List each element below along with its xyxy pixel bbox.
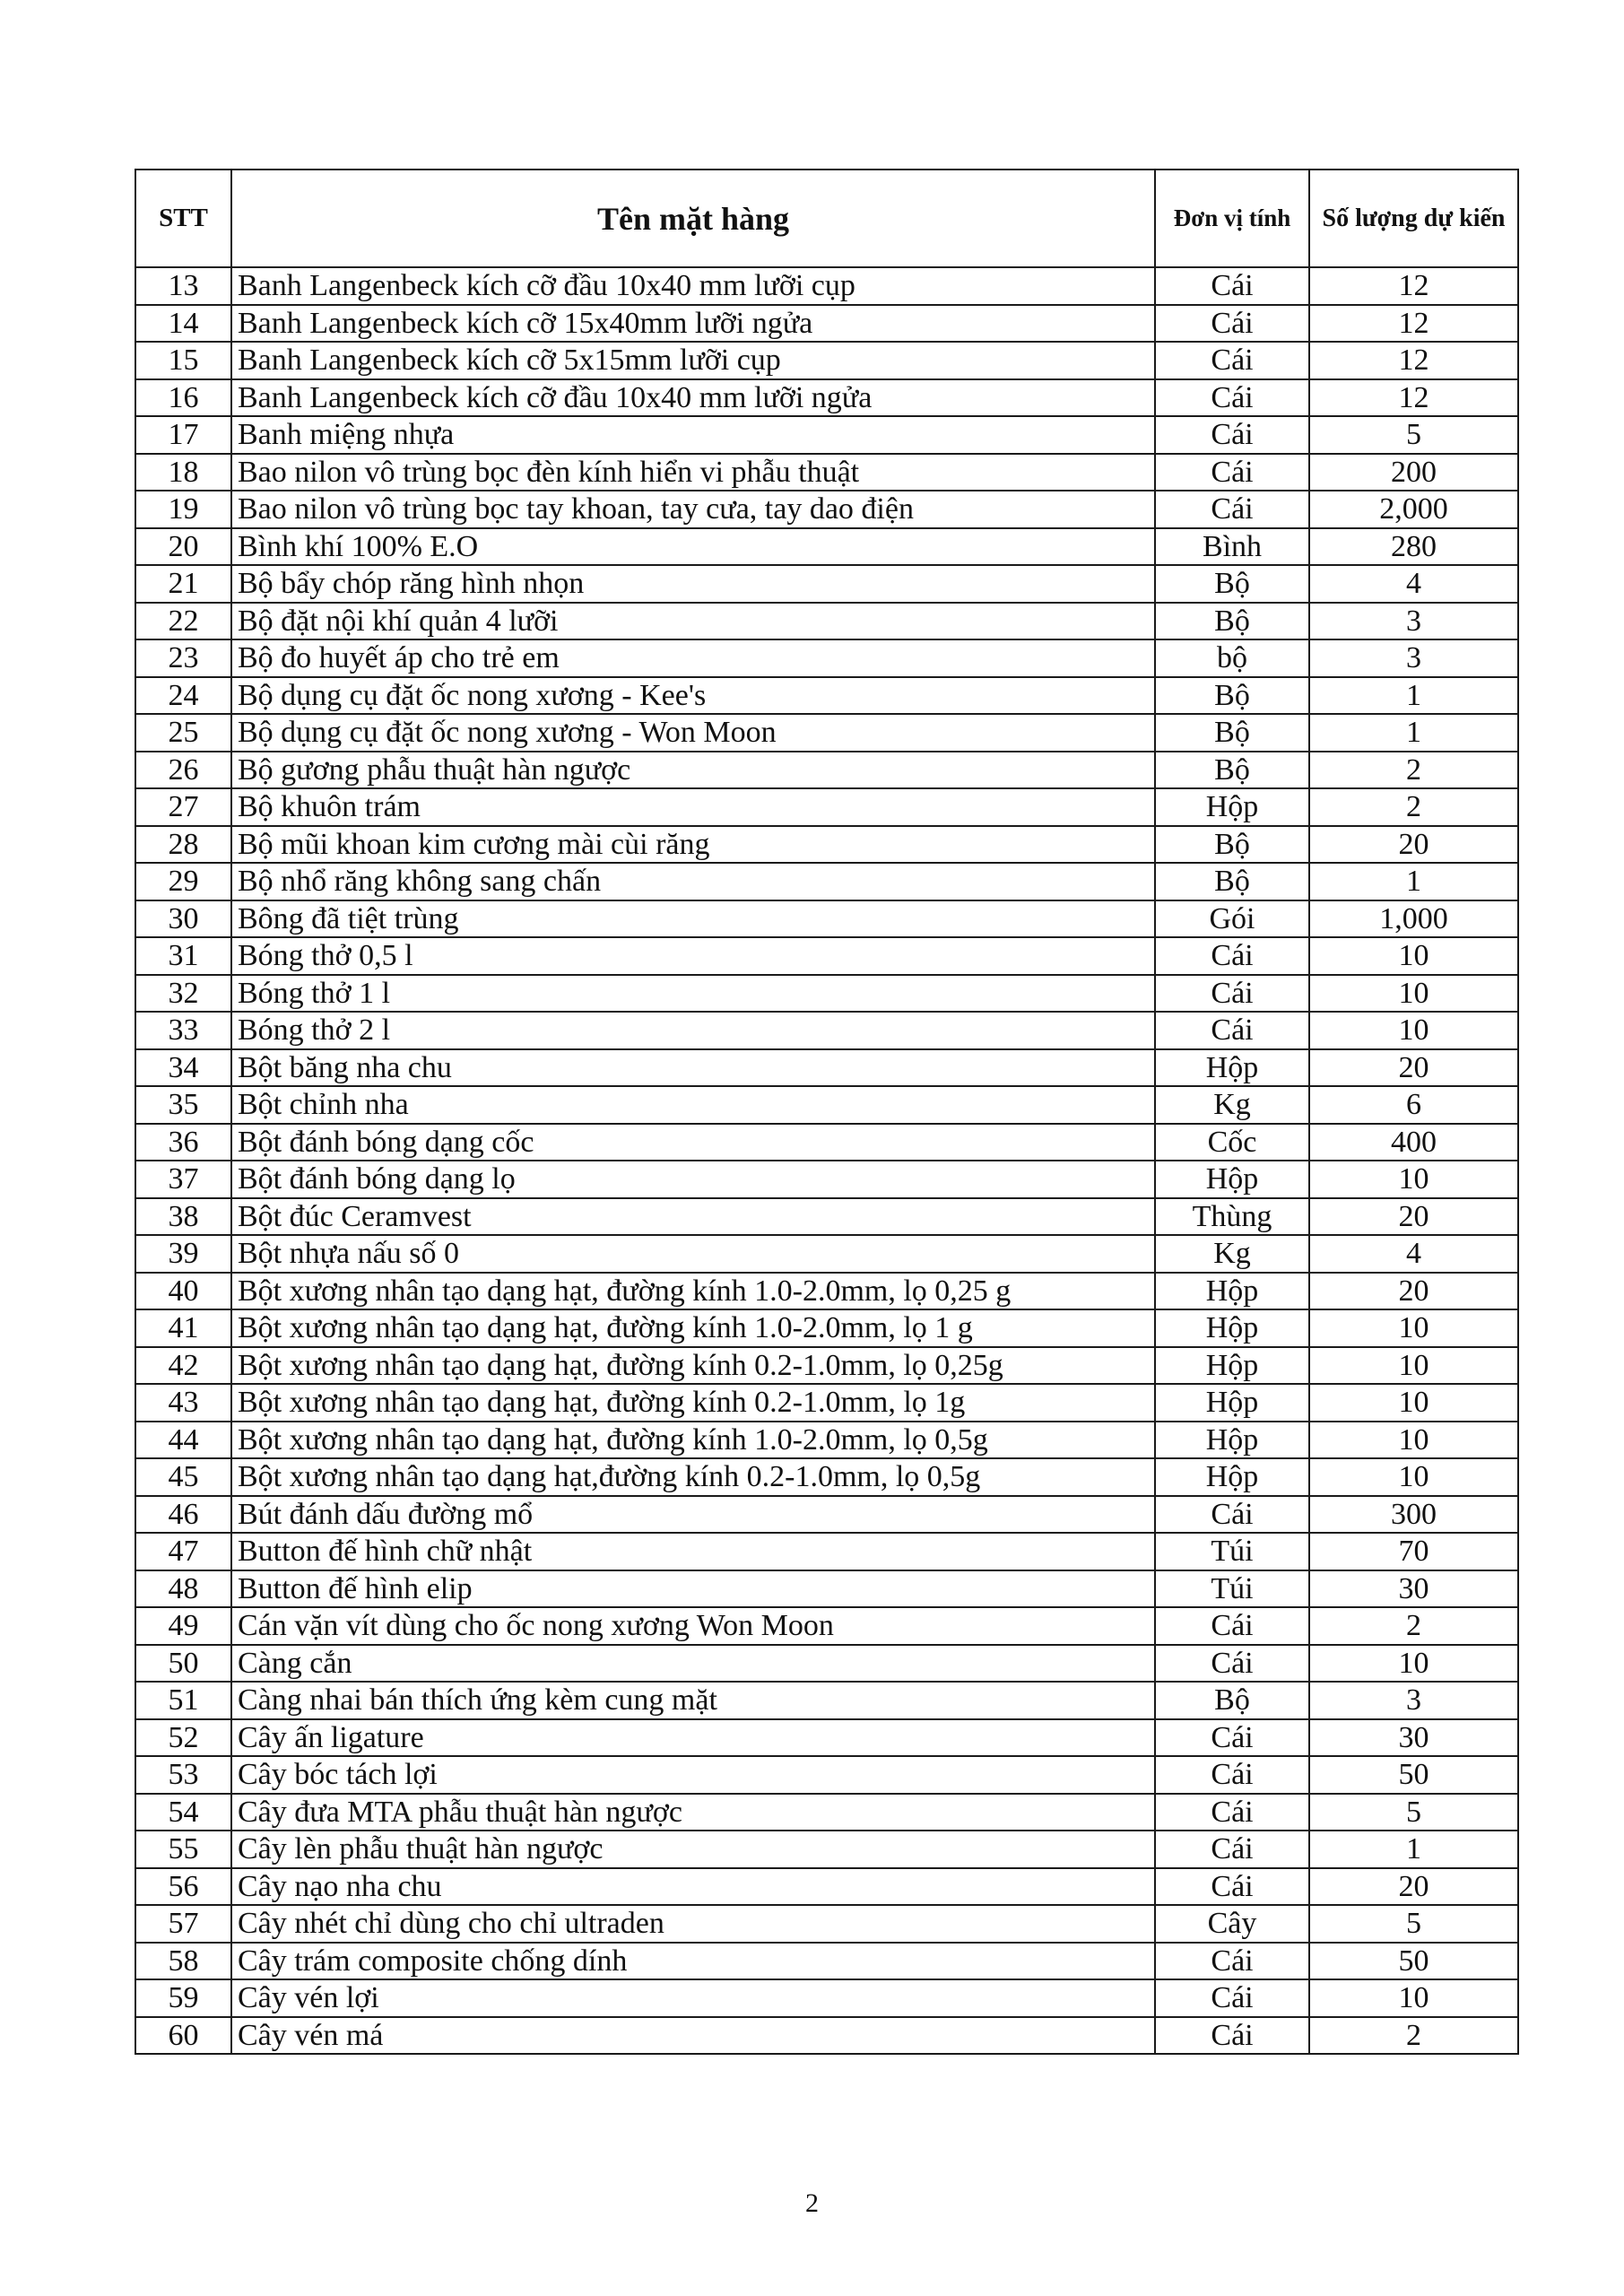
row-item-name: Bột đúc Ceramvest [231, 1198, 1155, 1236]
row-item-name: Bình khí 100% E.O [231, 528, 1155, 566]
row-quantity: 30 [1309, 1570, 1518, 1608]
row-unit: Cái [1155, 342, 1309, 379]
row-item-name: Bột xương nhân tạo dạng hạt, đường kính 1.0-2.0mm, lọ 1 g [231, 1309, 1155, 1347]
row-quantity: 10 [1309, 1645, 1518, 1683]
row-unit: Hộp [1155, 788, 1309, 826]
row-unit: Hộp [1155, 1161, 1309, 1198]
row-quantity: 3 [1309, 1682, 1518, 1719]
header-unit: Đơn vị tính [1155, 170, 1309, 267]
table-row [135, 267, 1518, 305]
row-quantity: 3 [1309, 603, 1518, 640]
row-unit: Cái [1155, 1979, 1309, 2017]
row-stt: 55 [135, 1831, 231, 1868]
row-unit: Bộ [1155, 1682, 1309, 1719]
row-stt: 16 [135, 379, 231, 417]
row-stt: 34 [135, 1049, 231, 1087]
row-unit: Túi [1155, 1533, 1309, 1570]
row-unit: Cái [1155, 1645, 1309, 1683]
row-item-name: Bộ khuôn trám [231, 788, 1155, 826]
table-body [135, 267, 1518, 2054]
table-row [135, 1012, 1518, 1049]
row-quantity: 12 [1309, 342, 1518, 379]
page-number: 2 [805, 2188, 819, 2218]
row-item-name: Banh miệng nhựa [231, 416, 1155, 454]
row-item-name: Bộ đặt nội khí quản 4 lưỡi [231, 603, 1155, 640]
row-unit: bộ [1155, 639, 1309, 677]
row-stt: 22 [135, 603, 231, 640]
row-stt: 60 [135, 2017, 231, 2055]
row-item-name: Bột đánh bóng dạng cốc [231, 1124, 1155, 1161]
row-stt: 13 [135, 267, 231, 305]
row-item-name: Cây ấn ligature [231, 1719, 1155, 1757]
row-stt: 31 [135, 937, 231, 975]
table-row [135, 379, 1518, 417]
row-item-name: Button đế hình chữ nhật [231, 1533, 1155, 1570]
row-item-name: Cây vén má [231, 2017, 1155, 2055]
table-row [135, 826, 1518, 864]
table-row [135, 1533, 1518, 1570]
header-row [135, 170, 1518, 267]
row-quantity: 20 [1309, 1198, 1518, 1236]
row-quantity: 10 [1309, 937, 1518, 975]
row-item-name: Cây lèn phẫu thuật hàn ngược [231, 1831, 1155, 1868]
row-quantity: 3 [1309, 639, 1518, 677]
row-quantity: 12 [1309, 305, 1518, 343]
row-item-name: Bộ dụng cụ đặt ốc nong xương - Kee's [231, 677, 1155, 715]
row-quantity: 10 [1309, 1012, 1518, 1049]
row-item-name: Cây nạo nha chu [231, 1868, 1155, 1906]
row-quantity: 1 [1309, 677, 1518, 715]
row-quantity: 2 [1309, 1607, 1518, 1645]
table-row [135, 528, 1518, 566]
table-row [135, 937, 1518, 975]
row-item-name: Button đế hình elip [231, 1570, 1155, 1608]
table-row [135, 1943, 1518, 1980]
row-stt: 41 [135, 1309, 231, 1347]
row-item-name: Bao nilon vô trùng bọc tay khoan, tay cưa, tay dao điện [231, 491, 1155, 528]
row-unit: Hộp [1155, 1384, 1309, 1422]
table-row [135, 1086, 1518, 1124]
row-unit: Cái [1155, 2017, 1309, 2055]
row-stt: 48 [135, 1570, 231, 1608]
row-stt: 54 [135, 1794, 231, 1831]
row-stt: 49 [135, 1607, 231, 1645]
row-quantity: 5 [1309, 1794, 1518, 1831]
row-stt: 57 [135, 1905, 231, 1943]
row-item-name: Bộ dụng cụ đặt ốc nong xương - Won Moon [231, 714, 1155, 752]
row-stt: 44 [135, 1422, 231, 1459]
row-unit: Hộp [1155, 1422, 1309, 1459]
row-unit: Hộp [1155, 1309, 1309, 1347]
row-unit: Hộp [1155, 1273, 1309, 1310]
row-unit: Kg [1155, 1235, 1309, 1273]
row-quantity: 4 [1309, 1235, 1518, 1273]
row-item-name: Bột băng nha chu [231, 1049, 1155, 1087]
row-item-name: Banh Langenbeck kích cỡ 15x40mm lưỡi ngửa [231, 305, 1155, 343]
row-quantity: 400 [1309, 1124, 1518, 1161]
row-quantity: 2 [1309, 788, 1518, 826]
row-stt: 21 [135, 565, 231, 603]
table-row [135, 900, 1518, 938]
row-quantity: 20 [1309, 1273, 1518, 1310]
row-stt: 30 [135, 900, 231, 938]
row-item-name: Cây trám composite chống dính [231, 1943, 1155, 1980]
table-row [135, 677, 1518, 715]
table-row [135, 1979, 1518, 2017]
row-quantity: 6 [1309, 1086, 1518, 1124]
table-row [135, 1235, 1518, 1273]
row-stt: 38 [135, 1198, 231, 1236]
table-row [135, 1273, 1518, 1310]
row-unit: Cái [1155, 1831, 1309, 1868]
row-unit: Cái [1155, 1756, 1309, 1794]
row-item-name: Bột xương nhân tạo dạng hạt, đường kính 1.0-2.0mm, lọ 0,5g [231, 1422, 1155, 1459]
row-quantity: 10 [1309, 1458, 1518, 1496]
row-unit: Cái [1155, 267, 1309, 305]
row-stt: 51 [135, 1682, 231, 1719]
row-unit: Bộ [1155, 752, 1309, 789]
row-item-name: Càng nhai bán thích ứng kèm cung mặt [231, 1682, 1155, 1719]
row-quantity: 20 [1309, 1049, 1518, 1087]
table-row [135, 788, 1518, 826]
row-quantity: 10 [1309, 975, 1518, 1013]
table-row [135, 1124, 1518, 1161]
row-item-name: Cán vặn vít dùng cho ốc nong xương Won Moon [231, 1607, 1155, 1645]
row-unit: Thùng [1155, 1198, 1309, 1236]
row-unit: Cái [1155, 416, 1309, 454]
row-item-name: Bột xương nhân tạo dạng hạt, đường kính 0.2-1.0mm, lọ 0,25g [231, 1347, 1155, 1385]
table-row [135, 305, 1518, 343]
table-row [135, 1496, 1518, 1534]
row-stt: 40 [135, 1273, 231, 1310]
row-quantity: 30 [1309, 1719, 1518, 1757]
row-quantity: 12 [1309, 379, 1518, 417]
row-stt: 59 [135, 1979, 231, 2017]
table-row [135, 491, 1518, 528]
row-quantity: 1 [1309, 1831, 1518, 1868]
row-unit: Cái [1155, 937, 1309, 975]
row-quantity: 50 [1309, 1756, 1518, 1794]
row-stt: 23 [135, 639, 231, 677]
row-stt: 28 [135, 826, 231, 864]
row-item-name: Cây bóc tách lợi [231, 1756, 1155, 1794]
row-stt: 14 [135, 305, 231, 343]
row-unit: Bộ [1155, 603, 1309, 640]
table-row [135, 1756, 1518, 1794]
row-quantity: 10 [1309, 1161, 1518, 1198]
row-quantity: 200 [1309, 454, 1518, 491]
row-unit: Hộp [1155, 1347, 1309, 1385]
row-stt: 39 [135, 1235, 231, 1273]
table-row [135, 2017, 1518, 2055]
table-row [135, 1458, 1518, 1496]
row-unit: Hộp [1155, 1458, 1309, 1496]
table-row [135, 342, 1518, 379]
row-unit: Cái [1155, 1719, 1309, 1757]
row-quantity: 12 [1309, 267, 1518, 305]
row-item-name: Bột xương nhân tạo dạng hạt, đường kính 1.0-2.0mm, lọ 0,25 g [231, 1273, 1155, 1310]
row-unit: Gói [1155, 900, 1309, 938]
row-unit: Cái [1155, 1868, 1309, 1906]
table-row [135, 565, 1518, 603]
row-unit: Bộ [1155, 826, 1309, 864]
row-quantity: 5 [1309, 1905, 1518, 1943]
row-item-name: Bột xương nhân tạo dạng hạt,đường kính 0.2-1.0mm, lọ 0,5g [231, 1458, 1155, 1496]
row-unit: Cái [1155, 305, 1309, 343]
table-row [135, 603, 1518, 640]
row-stt: 33 [135, 1012, 231, 1049]
row-quantity: 10 [1309, 1309, 1518, 1347]
table-row [135, 752, 1518, 789]
row-item-name: Cây nhét chỉ dùng cho chỉ ultraden [231, 1905, 1155, 1943]
header-item-name: Tên mặt hàng [231, 170, 1155, 267]
row-quantity: 10 [1309, 1384, 1518, 1422]
row-unit: Cái [1155, 1496, 1309, 1534]
table-row [135, 1309, 1518, 1347]
row-item-name: Banh Langenbeck kích cỡ đầu 10x40 mm lưỡi cụp [231, 267, 1155, 305]
header-quantity: Số lượng dự kiến [1309, 170, 1518, 267]
row-stt: 25 [135, 714, 231, 752]
items-table [135, 169, 1519, 2055]
row-quantity: 70 [1309, 1533, 1518, 1570]
row-quantity: 2,000 [1309, 491, 1518, 528]
row-unit: Cái [1155, 1607, 1309, 1645]
row-unit: Bình [1155, 528, 1309, 566]
row-item-name: Bộ bẩy chóp răng hình nhọn [231, 565, 1155, 603]
row-unit: Túi [1155, 1570, 1309, 1608]
row-item-name: Banh Langenbeck kích cỡ đầu 10x40 mm lưỡi ngửa [231, 379, 1155, 417]
row-unit: Bộ [1155, 565, 1309, 603]
row-item-name: Bóng thở 0,5 l [231, 937, 1155, 975]
table-row [135, 1682, 1518, 1719]
row-stt: 50 [135, 1645, 231, 1683]
row-quantity: 1 [1309, 714, 1518, 752]
row-unit: Cái [1155, 1794, 1309, 1831]
table-row [135, 975, 1518, 1013]
row-stt: 45 [135, 1458, 231, 1496]
row-quantity: 2 [1309, 2017, 1518, 2055]
row-item-name: Bột chỉnh nha [231, 1086, 1155, 1124]
row-stt: 46 [135, 1496, 231, 1534]
row-item-name: Bộ nhổ răng không sang chấn [231, 863, 1155, 900]
row-item-name: Bộ gương phẫu thuật hàn ngược [231, 752, 1155, 789]
row-item-name: Bao nilon vô trùng bọc đèn kính hiển vi phẫu thuật [231, 454, 1155, 491]
row-stt: 20 [135, 528, 231, 566]
row-item-name: Bột nhựa nấu số 0 [231, 1235, 1155, 1273]
row-item-name: Bông đã tiệt trùng [231, 900, 1155, 938]
row-stt: 26 [135, 752, 231, 789]
table-row [135, 1905, 1518, 1943]
row-unit: Hộp [1155, 1049, 1309, 1087]
row-stt: 42 [135, 1347, 231, 1385]
row-stt: 43 [135, 1384, 231, 1422]
row-stt: 27 [135, 788, 231, 826]
row-stt: 53 [135, 1756, 231, 1794]
row-quantity: 20 [1309, 826, 1518, 864]
row-quantity: 300 [1309, 1496, 1518, 1534]
row-stt: 36 [135, 1124, 231, 1161]
row-item-name: Bột xương nhân tạo dạng hạt, đường kính 0.2-1.0mm, lọ 1g [231, 1384, 1155, 1422]
row-item-name: Bóng thở 2 l [231, 1012, 1155, 1049]
row-unit: Bộ [1155, 677, 1309, 715]
row-item-name: Banh Langenbeck kích cỡ 5x15mm lưỡi cụp [231, 342, 1155, 379]
row-quantity: 10 [1309, 1979, 1518, 2017]
row-unit: Cái [1155, 975, 1309, 1013]
row-item-name: Bột đánh bóng dạng lọ [231, 1161, 1155, 1198]
table-row [135, 1719, 1518, 1757]
table-row [135, 1049, 1518, 1087]
row-quantity: 1 [1309, 863, 1518, 900]
row-item-name: Bóng thở 1 l [231, 975, 1155, 1013]
row-stt: 24 [135, 677, 231, 715]
row-item-name: Càng cắn [231, 1645, 1155, 1683]
row-quantity: 50 [1309, 1943, 1518, 1980]
row-stt: 52 [135, 1719, 231, 1757]
row-item-name: Bộ đo huyết áp cho trẻ em [231, 639, 1155, 677]
table-row [135, 1645, 1518, 1683]
row-quantity: 20 [1309, 1868, 1518, 1906]
header-stt: STT [135, 170, 231, 267]
row-unit: Kg [1155, 1086, 1309, 1124]
table-row [135, 416, 1518, 454]
table-row [135, 1570, 1518, 1608]
row-quantity: 2 [1309, 752, 1518, 789]
row-quantity: 280 [1309, 528, 1518, 566]
row-quantity: 1,000 [1309, 900, 1518, 938]
row-item-name: Cây đưa MTA phẫu thuật hàn ngược [231, 1794, 1155, 1831]
row-stt: 17 [135, 416, 231, 454]
table-row [135, 1831, 1518, 1868]
row-unit: Cây [1155, 1905, 1309, 1943]
table-row [135, 1347, 1518, 1385]
row-stt: 15 [135, 342, 231, 379]
row-stt: 32 [135, 975, 231, 1013]
row-item-name: Bộ mũi khoan kim cương mài cùi răng [231, 826, 1155, 864]
table-row [135, 1794, 1518, 1831]
row-unit: Cái [1155, 491, 1309, 528]
row-item-name: Bút đánh dấu đường mổ [231, 1496, 1155, 1534]
table-row [135, 1161, 1518, 1198]
row-stt: 19 [135, 491, 231, 528]
row-unit: Cái [1155, 379, 1309, 417]
row-unit: Cái [1155, 1012, 1309, 1049]
row-unit: Bộ [1155, 863, 1309, 900]
table-header [135, 170, 1518, 267]
row-quantity: 4 [1309, 565, 1518, 603]
row-stt: 18 [135, 454, 231, 491]
row-item-name: Cây vén lợi [231, 1979, 1155, 2017]
row-stt: 37 [135, 1161, 231, 1198]
row-unit: Cốc [1155, 1124, 1309, 1161]
row-stt: 47 [135, 1533, 231, 1570]
row-stt: 56 [135, 1868, 231, 1906]
row-stt: 29 [135, 863, 231, 900]
row-quantity: 5 [1309, 416, 1518, 454]
table-row [135, 454, 1518, 491]
table-row [135, 1868, 1518, 1906]
table-row [135, 1384, 1518, 1422]
row-stt: 35 [135, 1086, 231, 1124]
row-unit: Bộ [1155, 714, 1309, 752]
table-row [135, 639, 1518, 677]
row-unit: Cái [1155, 454, 1309, 491]
table-row [135, 1607, 1518, 1645]
table-row [135, 1422, 1518, 1459]
table-row [135, 863, 1518, 900]
row-stt: 58 [135, 1943, 231, 1980]
row-quantity: 10 [1309, 1347, 1518, 1385]
table-row [135, 1198, 1518, 1236]
row-quantity: 10 [1309, 1422, 1518, 1459]
table-row [135, 714, 1518, 752]
row-unit: Cái [1155, 1943, 1309, 1980]
